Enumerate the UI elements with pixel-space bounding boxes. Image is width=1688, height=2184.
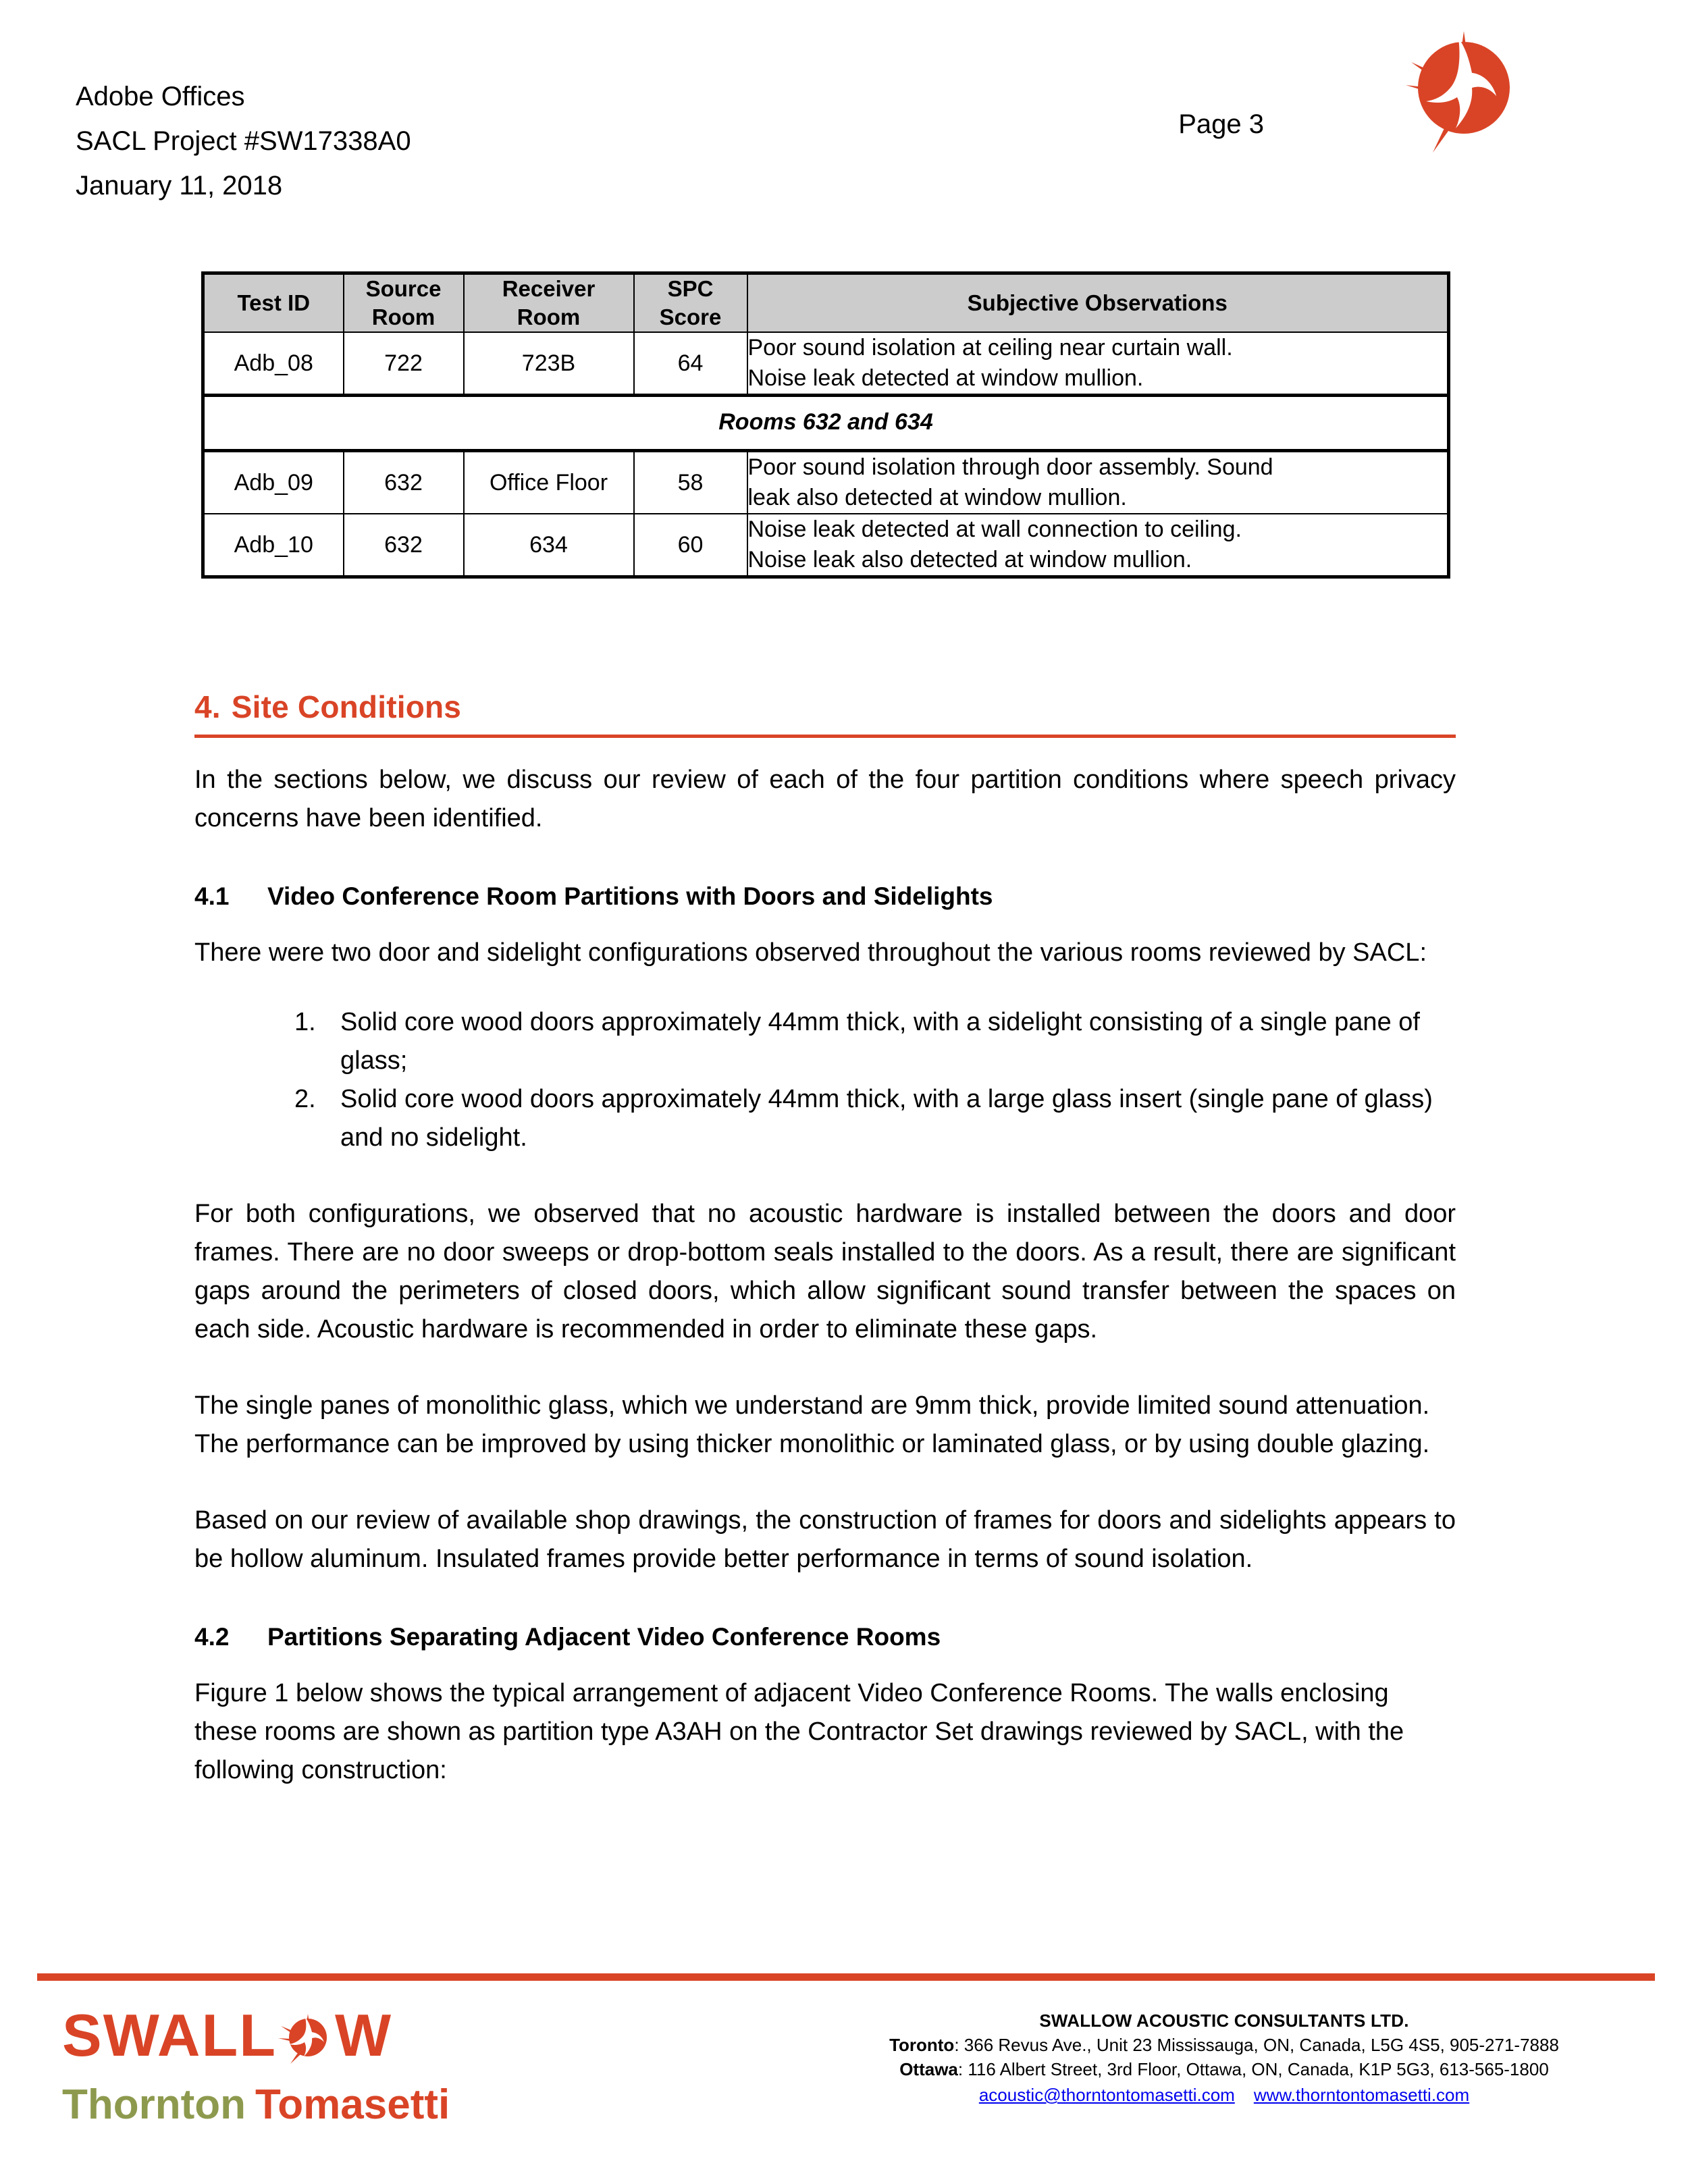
subjective-observations-table bbox=[201, 271, 1450, 579]
column-header-observations bbox=[747, 273, 1449, 333]
section4-intro-paragraph: In the sections below, we discuss our review of each of the four partition conditions where speech privacy concerns have been identified. bbox=[194, 766, 1456, 832]
list-item: Solid core wood doors approximately 44mm thick, with a sidelight consisting of a single pane of glass; bbox=[340, 1008, 1420, 1075]
footer-email-link[interactable]: acoustic@thorntontomasetti.com bbox=[978, 2085, 1235, 2105]
footer-ottawa-address bbox=[809, 2057, 1639, 2081]
cell-observations bbox=[747, 451, 1449, 514]
footer-divider bbox=[37, 1973, 1655, 1981]
swallow-bird-glyph-icon bbox=[278, 2010, 334, 2065]
footer-links bbox=[809, 2083, 1639, 2107]
column-header-test-id-text: Test ID bbox=[237, 290, 311, 315]
subsection-number: 4.1 bbox=[194, 882, 230, 910]
subsection-title: Partitions Separating Adjacent Video Conference Rooms bbox=[267, 1623, 941, 1651]
observation-line: Noise leak detected at wall connection to ceiling. bbox=[747, 516, 1242, 542]
section-title: Site Conditions bbox=[231, 689, 462, 724]
brand-swallow-wordmark bbox=[62, 2003, 535, 2077]
cell-spc-score: 58 bbox=[634, 451, 747, 514]
document-body bbox=[194, 689, 1456, 1790]
footer-contact-block bbox=[809, 2008, 1639, 2107]
cell-receiver-room: 723B bbox=[464, 332, 634, 396]
subsection-heading-4-1 bbox=[194, 882, 1456, 911]
table-row bbox=[203, 451, 1449, 514]
section-heading-4 bbox=[194, 689, 1456, 738]
swallow-bird-logo-icon bbox=[1391, 20, 1526, 155]
header-line-date: January 11, 2018 bbox=[76, 171, 283, 201]
footer-toronto-label: Toronto bbox=[889, 2035, 955, 2055]
column-header-spc-line1: SPC bbox=[667, 276, 714, 301]
header-line-project-number: SACL Project #SW17338A0 bbox=[76, 126, 411, 156]
table-section-label: Rooms 632 and 634 bbox=[203, 396, 1449, 451]
swallow-thornton-tomasetti-logo bbox=[62, 2003, 535, 2130]
cell-spc-score: 60 bbox=[634, 514, 747, 577]
footer-ottawa-address-text: : 116 Albert Street, 3rd Floor, Ottawa, ON, Canada, K1P 5G3, 613-565-1800 bbox=[957, 2059, 1549, 2079]
column-header-source-room bbox=[344, 273, 464, 333]
section41-paragraph-acoustic-hardware: For both configurations, we observed that no acoustic hardware is installed between the doors and door frames. There are no door sweeps or drop-bottom seals installed to the doors. As a result, there are significant gaps around the perimeters of closed doors, which allow significant sound transfer between the spaces on each side. Acoustic hardware is recommended in order to eliminate these gaps. bbox=[194, 1200, 1456, 1343]
column-header-test-id bbox=[203, 273, 344, 333]
column-header-receiver-room-line2: Room bbox=[517, 304, 581, 329]
table-row bbox=[203, 332, 1449, 396]
column-header-spc-line2: Score bbox=[659, 304, 722, 329]
page-footer bbox=[0, 1988, 1688, 2184]
page-number-label: Page 3 bbox=[1178, 109, 1264, 139]
cell-test-id: Adb_10 bbox=[203, 514, 344, 577]
list-item: Solid core wood doors approximately 44mm thick, with a large glass insert (single pane of glass) and no sidelight. bbox=[340, 1085, 1433, 1152]
section42-paragraph-figure-reference: Figure 1 below shows the typical arrangement of adjacent Video Conference Rooms. The walls enclosing these rooms are shown as partition type A3AH on the Contractor Set drawings reviewed by SACL, with the following construction: bbox=[194, 1679, 1404, 1784]
table-header bbox=[203, 273, 1449, 333]
observation-line: Noise leak detected at window mullion. bbox=[747, 365, 1144, 391]
header-identity-block bbox=[76, 74, 1622, 208]
cell-source-room: 632 bbox=[344, 514, 464, 577]
column-header-source-room-line2: Room bbox=[371, 304, 436, 329]
cell-observations bbox=[747, 332, 1449, 396]
observation-line: Noise leak also detected at window mullion. bbox=[747, 547, 1192, 572]
column-header-source-room-line1: Source bbox=[365, 276, 442, 301]
subsection-heading-4-2 bbox=[194, 1623, 1456, 1651]
column-header-receiver-room bbox=[464, 273, 634, 333]
table-body bbox=[203, 332, 1449, 577]
observations-table-container bbox=[201, 271, 1450, 579]
brand-swallow-text bbox=[62, 2003, 535, 2068]
brand-thornton-tomasetti-wordmark bbox=[62, 2080, 535, 2130]
subsection-title: Video Conference Room Partitions with Doors and Sidelights bbox=[267, 882, 993, 910]
cell-receiver-room: 634 bbox=[464, 514, 634, 577]
section41-paragraph-frames: Based on our review of available shop drawings, the construction of frames for doors and sidelights appears to be hollow aluminum. Insulated frames provide better performance in terms of sound isolation. bbox=[194, 1506, 1456, 1573]
brand-tomasetti-text: Tomasetti bbox=[255, 2081, 450, 2128]
door-sidelight-configuration-list bbox=[194, 1003, 1456, 1157]
column-header-receiver-room-line1: Receiver bbox=[502, 276, 596, 301]
section41-paragraph-glass: The single panes of monolithic glass, which we understand are 9mm thick, provide limited sound attenuation. The performance can be improved by using thicker monolithic or laminated glass, or by using double glazing. bbox=[194, 1391, 1430, 1458]
header-line-project-name: Adobe Offices bbox=[76, 82, 245, 111]
cell-source-room: 722 bbox=[344, 332, 464, 396]
column-header-observations-text: Subjective Observations bbox=[967, 290, 1228, 315]
subsection-number: 4.2 bbox=[194, 1623, 230, 1651]
observation-line: leak also detected at window mullion. bbox=[747, 485, 1127, 510]
table-header-row bbox=[203, 273, 1449, 333]
observation-line: Poor sound isolation through door assembly. Sound bbox=[747, 454, 1273, 480]
brand-swallow-prefix: SWALL bbox=[62, 2002, 277, 2069]
column-header-spc-score bbox=[634, 273, 747, 333]
brand-thornton-text: Thornton bbox=[62, 2081, 246, 2128]
cell-observations bbox=[747, 514, 1449, 577]
footer-toronto-address-text: : 366 Revus Ave., Unit 23 Mississauga, ON, Canada, L5G 4S5, 905-271-7888 bbox=[954, 2035, 1559, 2055]
brand-swallow-suffix: W bbox=[334, 2002, 393, 2069]
page-header bbox=[76, 74, 1622, 208]
cell-test-id: Adb_09 bbox=[203, 451, 344, 514]
cell-receiver-room: Office Floor bbox=[464, 451, 634, 514]
footer-ottawa-label: Ottawa bbox=[899, 2059, 958, 2079]
footer-toronto-address bbox=[809, 2033, 1639, 2057]
cell-spc-score: 64 bbox=[634, 332, 747, 396]
footer-company-name: SWALLOW ACOUSTIC CONSULTANTS LTD. bbox=[1039, 2010, 1409, 2031]
footer-website-link[interactable]: www.thorntontomasetti.com bbox=[1253, 2085, 1470, 2105]
section41-lead-paragraph: There were two door and sidelight configurations observed throughout the various rooms reviewed by SACL: bbox=[194, 938, 1427, 967]
cell-source-room: 632 bbox=[344, 451, 464, 514]
cell-test-id: Adb_08 bbox=[203, 332, 344, 396]
section-number: 4. bbox=[194, 689, 221, 724]
table-row bbox=[203, 514, 1449, 577]
observation-line: Poor sound isolation at ceiling near curtain wall. bbox=[747, 335, 1233, 361]
table-section-row bbox=[203, 396, 1449, 451]
